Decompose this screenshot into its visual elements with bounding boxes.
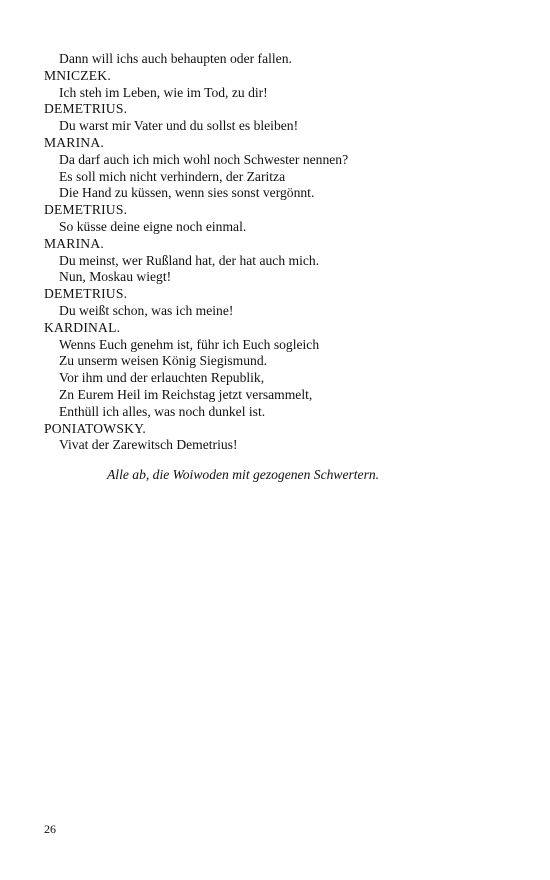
speaker-name: MARINA. bbox=[44, 235, 104, 251]
verse-line: Zn Eurem Heil im Reichstag jetzt versammelt, bbox=[59, 386, 313, 402]
speaker-name: DEMETRIUS. bbox=[44, 202, 128, 218]
verse-line: Ich steh im Leben, wie im Tod, zu dir! bbox=[59, 84, 268, 100]
verse-line: So küsse deine eigne noch einmal. bbox=[59, 218, 247, 234]
verse-line: Vivat der Zarewitsch Demetrius! bbox=[59, 437, 238, 453]
verse-line: Nun, Moskau wiegt! bbox=[59, 269, 172, 285]
speaker-name: MARINA. bbox=[44, 134, 104, 150]
speaker-name: KARDINAL. bbox=[44, 319, 121, 335]
verse-line: Wenns Euch genehm ist, führ ich Euch sogleich bbox=[59, 336, 320, 352]
speaker-name: DEMETRIUS. bbox=[44, 286, 128, 302]
verse-line: Dann will ichs auch behaupten oder fallen. bbox=[59, 51, 292, 66]
verse-line: Zu unserm weisen König Siegismund. bbox=[59, 353, 268, 369]
verse-line: Enthüll ich alles, was noch dunkel ist. bbox=[59, 403, 266, 419]
verse-line: Vor ihm und der erlauchten Republik, bbox=[59, 370, 265, 386]
stage-direction: Alle ab, die Woiwoden mit gezogenen Schwertern. bbox=[107, 467, 380, 483]
speaker-name: MNICZEK. bbox=[44, 67, 111, 83]
speaker-name: DEMETRIUS. bbox=[44, 101, 128, 117]
page-number: 26 bbox=[44, 822, 56, 836]
verse-line: Die Hand zu küssen, wenn sies sonst vergönnt. bbox=[59, 185, 315, 201]
verse-line: Du warst mir Vater und du sollst es bleiben! bbox=[59, 118, 299, 134]
verse-line: Es soll mich nicht verhindern, der Zaritza bbox=[59, 168, 286, 184]
play-text bbox=[44, 51, 514, 484]
verse-line: Du meinst, wer Rußland hat, der hat auch mich. bbox=[59, 252, 320, 268]
speaker-name: PONIATOWSKY. bbox=[44, 420, 146, 436]
verse-line: Du weißt schon, was ich meine! bbox=[59, 302, 234, 318]
verse-line: Da darf auch ich mich wohl noch Schwester nennen? bbox=[59, 151, 349, 167]
